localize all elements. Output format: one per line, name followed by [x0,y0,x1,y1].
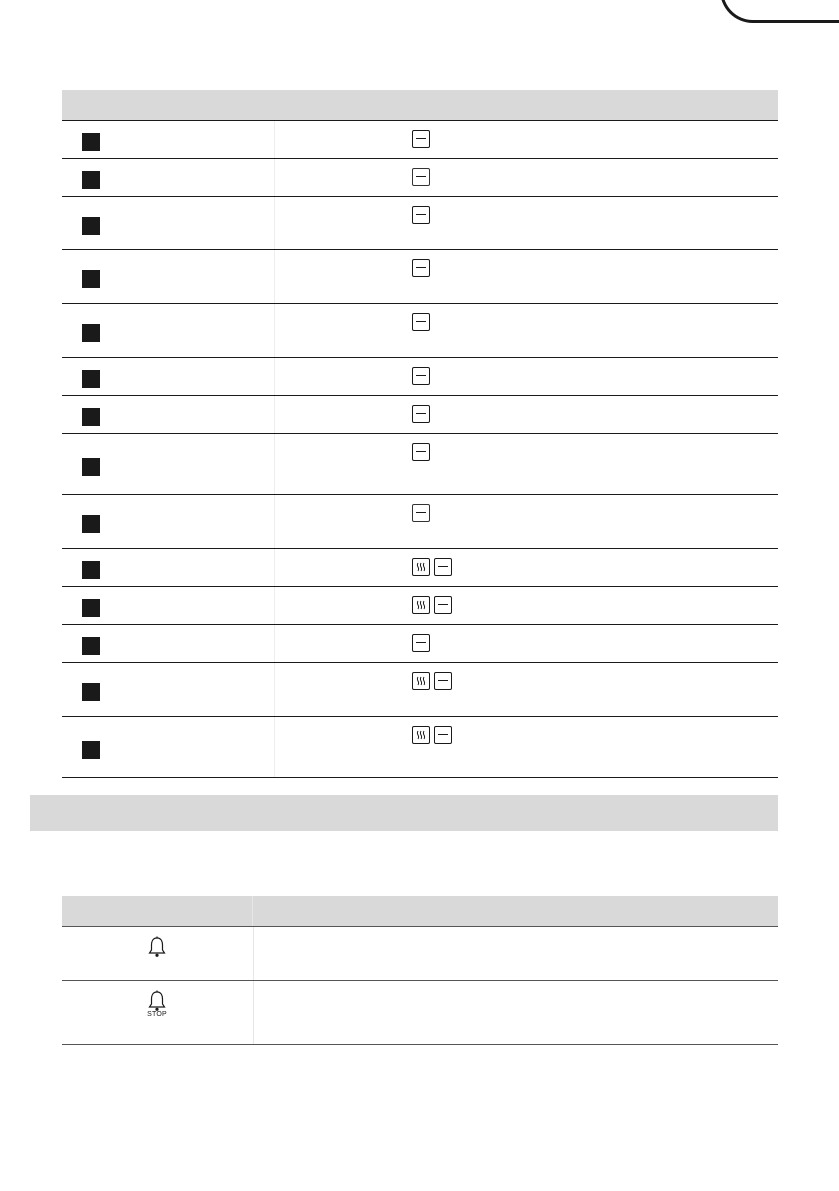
sound-signal-table [62,896,778,1045]
display-icons [412,259,430,277]
display-icons [412,672,452,690]
step-number-box [82,561,100,579]
column-guide [274,250,275,303]
table-row [62,197,778,250]
header-cell-1 [62,896,253,926]
display-icons [412,206,430,224]
stop-label: STOP [147,1011,167,1018]
table-row [62,121,778,159]
minus-display-icon [412,367,430,385]
table-row [62,396,778,434]
column-guide [274,663,275,716]
display-icons [412,130,430,148]
minus-display-icon [434,596,452,614]
column-divider [253,981,254,1044]
table-row [62,434,778,495]
minus-display-icon [412,130,430,148]
table-header [62,90,778,121]
column-guide [274,587,275,624]
display-icons [412,596,452,614]
minus-display-icon [412,405,430,423]
display-icons [412,367,430,385]
minus-display-icon [412,504,430,522]
table-row [62,927,778,981]
corner-decoration [720,0,839,23]
step-number-box [82,637,100,655]
display-icons [412,504,430,522]
heating-icon [412,596,430,614]
column-guide [274,549,275,586]
display-indicator-table [62,90,778,778]
table-row [62,717,778,778]
column-divider [253,927,254,980]
display-icons [412,443,430,461]
table-row [62,587,778,625]
minus-display-icon [412,443,430,461]
column-guide [274,434,275,494]
step-number-box [82,741,100,759]
column-guide [274,717,275,777]
display-icons [412,405,430,423]
display-icons [412,558,452,576]
step-number-box [82,370,100,388]
minus-display-icon [412,259,430,277]
step-number-box [82,599,100,617]
minus-display-icon [434,726,452,744]
step-number-box [82,171,100,189]
table-row [62,358,778,396]
heating-icon [412,726,430,744]
heating-icon [412,558,430,576]
table-body [62,927,778,1045]
table-row [62,495,778,549]
step-number-box [82,683,100,701]
minus-display-icon [412,313,430,331]
table-row [62,663,778,717]
heating-icon [412,672,430,690]
column-guide [274,304,275,357]
table-row [62,250,778,304]
minus-display-icon [412,634,430,652]
display-icons [412,313,430,331]
display-icons [412,726,452,744]
column-guide [274,495,275,548]
column-guide [274,121,275,158]
table-row [62,159,778,197]
table-row [62,549,778,587]
column-guide [274,396,275,433]
minus-display-icon [434,558,452,576]
step-number-box [82,324,100,342]
step-number-box [82,133,100,151]
display-icons [412,634,430,652]
minus-display-icon [412,168,430,186]
table-row [62,304,778,358]
step-number-box [82,408,100,426]
display-icons [412,168,430,186]
column-guide [274,358,275,395]
minus-display-icon [412,206,430,224]
section-heading [30,795,778,831]
table-body [62,121,778,778]
column-guide [274,197,275,249]
bell-icon [146,935,168,961]
column-guide [274,159,275,196]
step-number-box [82,515,100,533]
column-guide [274,625,275,662]
table-header [62,896,778,927]
step-number-box [82,458,100,476]
table-row [62,981,778,1045]
step-number-box [82,217,100,235]
step-number-box [82,270,100,288]
minus-display-icon [434,672,452,690]
table-row [62,625,778,663]
